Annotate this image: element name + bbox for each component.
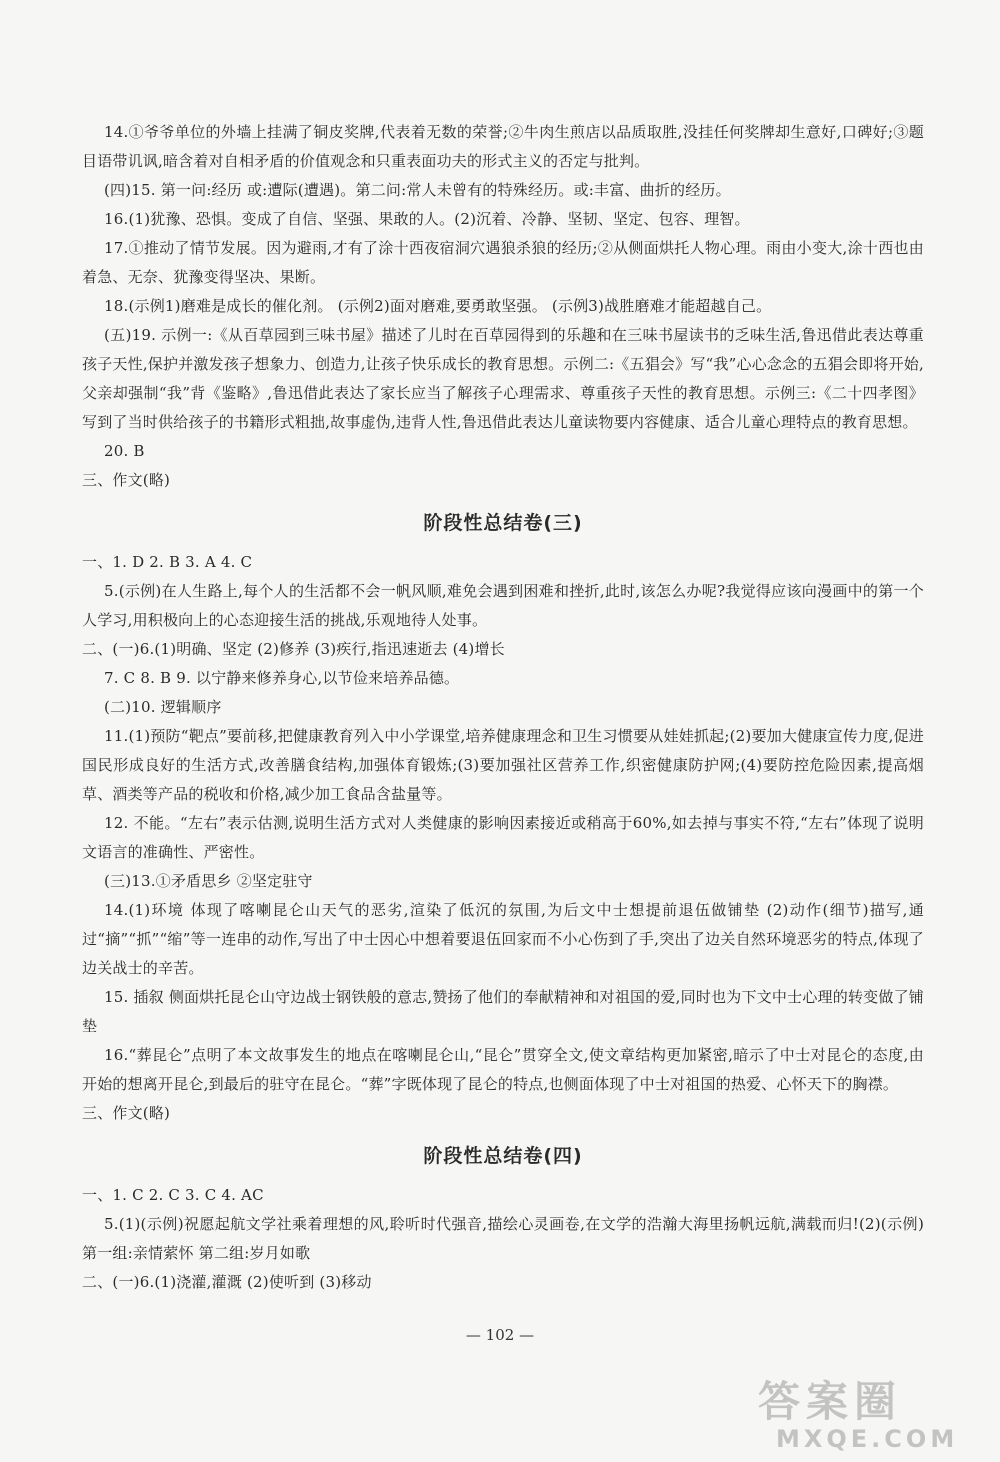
answer-10: (二)10. 逻辑顺序	[104, 698, 222, 716]
answer-14: 14.①爷爷单位的外墙上挂满了铜皮奖牌,代表着无数的荣誉;②牛肉生煎店以品质取胜,没挂任何奖牌却生意好,口碑好;③题目语带讥讽,暗含着对自相矛盾的价值观念和只重表面功夫的形式主义的否定与批判。	[82, 123, 924, 170]
answer-section5-19: (五)19. 示例一:《从百草园到三味书屋》描述了儿时在百草园得到的乐趣和在三味书屋读书的乏味生活,鲁迅借此表达尊重孩子天性,保护并激发孩子想象力、创造力,让孩子快乐成长的教育思想。示例二:《五猖会》写“我”心心念念的五猖会即将开始,父亲却强制“我”背《鉴略》,鲁迅借此表达了家长应当了解孩子心理需求、尊重孩子天性的教育思想。示例三:《二十四孝图》写到了当时供给孩子的书籍形式粗拙,故事虚伪,违背人性,鲁迅借此表达儿童读物要内容健康、适合儿童心理特点的教育思想。	[82, 326, 924, 431]
page-number: — 102 —	[465, 1326, 535, 1344]
answer-14b: 14.(1)环境 体现了喀喇昆仑山天气的恶劣,渲染了低沉的氛围,为后文中士想提前退伍做铺垫 (2)动作(细节)描写,通过“摘”“抓”“缩”等一连串的动作,写出了中士因心中想着要退伍回家而不小心伤到了手,突出了边关自然环境恶劣的特点,体现了边关战士的辛苦。	[82, 901, 924, 977]
answer-15b: 15. 插叙 侧面烘托昆仑山守边战士钢铁般的意志,赞扬了他们的奉献精神和对祖国的爱,同时也为下文中士心理的转变做了铺垫	[82, 988, 924, 1035]
answer-16b: 16.“葬昆仑”点明了本文故事发生的地点在喀喇昆仑山,“昆仑”贯穿全文,使文章结构更加紧密,暗示了中士对昆仑的态度,由开始的想离开昆仑,到最后的驻守在昆仑。“葬”字既体现了昆仑的特点,也侧面体现了中士对祖国的热爱、心怀天下的胸襟。	[82, 1046, 924, 1093]
part1-answers-4: 一、1. C 2. C 3. C 4. AC	[82, 1186, 264, 1204]
answer-11: 11.(1)预防“靶点”要前移,把健康教育列入中小学课堂,培养健康理念和卫生习惯要从娃娃抓起;(2)要加大健康宣传力度,促进国民形成良好的生活方式,改善膳食结构,加强体育锻炼;(3)要加强社区营养工作,织密健康防护网;(4)要防控危险因素,提高烟草、酒类等产品的税收和价格,减少加工食品含盐量等。	[82, 727, 924, 803]
answer-20: 20. B	[104, 442, 145, 460]
part2-answer-6: 二、(一)6.(1)明确、坚定 (2)修养 (3)疾行,指迅速逝去 (4)增长	[82, 640, 505, 658]
part1-answers: 一、1. D 2. B 3. A 4. C	[82, 553, 253, 571]
answer-17: 17.①推动了情节发展。因为避雨,才有了涂十西夜宿洞穴遇狼杀狼的经历;②从侧面烘托人物心理。雨由小变大,涂十西也由着急、无奈、犹豫变得坚决、果断。	[82, 239, 924, 286]
answer-section4-15: (四)15. 第一问:经历 或:遭际(遭遇)。第二问:常人未曾有的特殊经历。或:丰富、曲折的经历。	[104, 181, 731, 199]
answer-5-4: 5.(1)(示例)祝愿起航文学社乘着理想的风,聆听时代强音,描绘心灵画卷,在文学的浩瀚大海里扬帆远航,满载而归!(2)(示例)第一组:亲情萦怀 第二组:岁月如歌	[82, 1215, 924, 1262]
answers-7-9: 7. C 8. B 9. 以宁静来修养身心,以节俭来培养品德。	[104, 669, 460, 687]
section-heading-4: 阶段性总结卷(四)	[423, 1145, 583, 1167]
answer-12: 12. 不能。“左右”表示估测,说明生活方式对人类健康的影响因素接近或稍高于60%,如去掉与事实不符,“左右”体现了说明文语言的准确性、严密性。	[82, 814, 924, 861]
watermark-logo	[724, 1378, 974, 1456]
answer-18: 18.(示例1)磨难是成长的催化剂。 (示例2)面对磨难,要勇敢坚强。 (示例3)战胜磨难才能超越自己。	[104, 297, 772, 315]
composition-note: 三、作文(略)	[82, 471, 171, 489]
watermark-top: 答案圈	[758, 1377, 903, 1426]
section-heading-3: 阶段性总结卷(三)	[423, 512, 583, 534]
watermark-bottom: MXQE.COM	[776, 1425, 959, 1453]
part2-answer-6-4: 二、(一)6.(1)浇灌,灌溉 (2)使听到 (3)移动	[82, 1273, 372, 1291]
composition-note-2: 三、作文(略)	[82, 1104, 171, 1122]
answer-16: 16.(1)犹豫、恐惧。变成了自信、坚强、果敢的人。(2)沉着、冷静、坚韧、坚定、包容、理智。	[104, 210, 750, 228]
answer-5: 5.(示例)在人生路上,每个人的生活都不会一帆风顺,难免会遇到困难和挫折,此时,该怎么办呢?我觉得应该向漫画中的第一个人学习,用积极向上的心态迎接生活的挑战,乐观地待人处事。	[82, 582, 924, 629]
answer-13: (三)13.①矛盾思乡 ②坚定驻守	[104, 872, 313, 890]
answer-page	[82, 118, 924, 1297]
